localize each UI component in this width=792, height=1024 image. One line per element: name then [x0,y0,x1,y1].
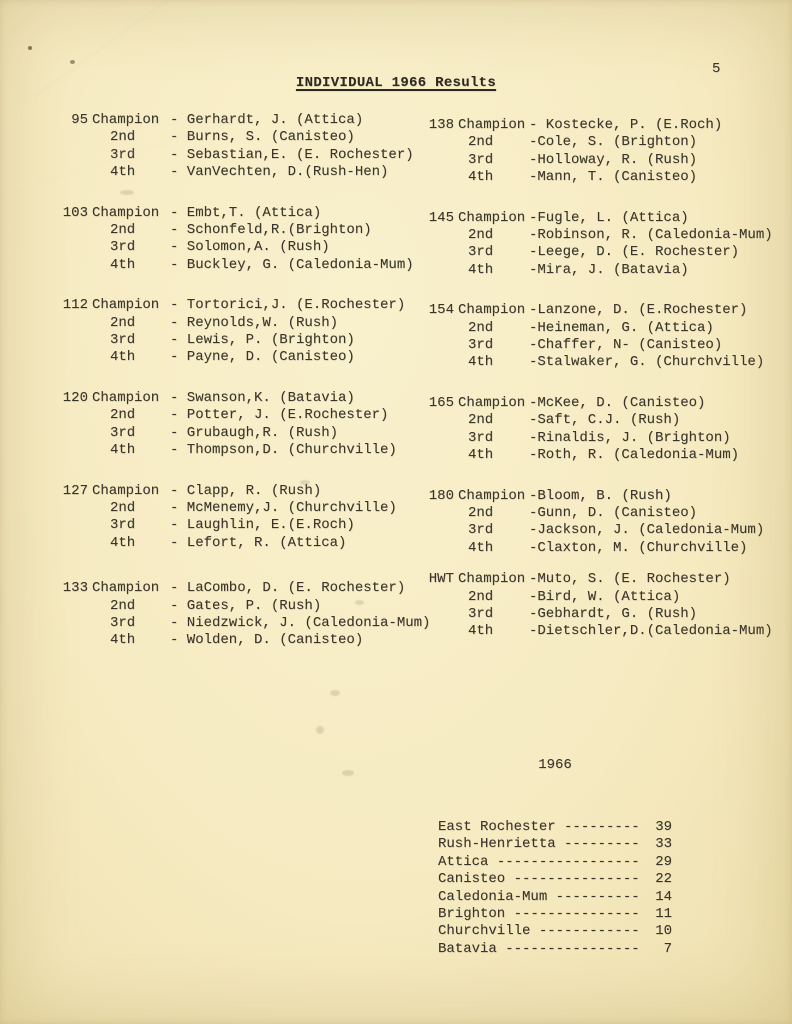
competitor-name: -Jackson, J. (Caledonia-Mum) [529,522,765,539]
competitor-name: - Payne, D. (Canisteo) [170,349,355,366]
weight-label: 133 [62,580,88,597]
place-label: Champion [458,394,526,411]
stain [342,770,354,776]
result-row [428,623,792,640]
weight-label [428,430,454,447]
team-name: Attica [438,853,489,870]
place-label: 4th [468,261,494,278]
result-row [428,337,792,354]
result-row [62,517,428,534]
stain [316,726,324,734]
dash-leader: --------------- [505,906,640,923]
weight-label [62,598,88,615]
team-name: Brighton [438,906,506,923]
result-row [428,262,792,279]
weight-label [428,606,454,623]
place-label: 4th [468,447,494,464]
result-row [62,332,428,349]
weight-label [428,412,454,429]
result-row [428,395,792,412]
place-label: Champion [92,389,160,406]
result-row [428,522,792,539]
standings-row [438,871,672,888]
place-label: 3rd [110,332,136,349]
competitor-name: - Burns, S. (Canisteo) [170,129,355,146]
competitor-name: - Sebastian,E. (E. Rochester) [170,146,414,163]
result-row [62,614,431,632]
dash-leader: ---------- [547,888,640,905]
competitor-name: - Potter, J. (E.Rochester) [170,407,389,424]
dash-leader: ---------------- [496,940,640,957]
result-row [428,210,792,227]
result-row [428,412,792,429]
result-row [62,580,428,597]
weight-label: 138 [428,117,454,133]
weight-label [428,623,454,640]
competitor-name: - Gerhardt, J. (Attica) [170,112,364,128]
competitor-name: - Lewis, P. (Brighton) [170,332,355,349]
place-label: 4th [110,349,136,366]
competitor-name: - Buckley, G. (Caledonia-Mum) [170,256,414,273]
result-row [62,483,428,500]
team-name: Batavia [438,940,497,957]
weight-label [62,332,88,349]
competitor-name: -Holloway, R. (Rush) [529,151,698,168]
standings-row [438,941,672,958]
dash-leader: ----------------- [488,853,640,870]
place-label: Champion [92,297,160,314]
place-label: 2nd [468,227,494,244]
weight-label [62,164,88,181]
competitor-name: - Niedzwick, J. (Caledonia-Mum) [170,614,431,631]
team-points: 10 [655,923,672,940]
place-label: 3rd [468,337,494,354]
place-label: 4th [110,534,136,551]
team-standings [438,722,672,993]
team-name: Canisteo [438,871,506,888]
result-row [62,164,428,181]
weight-label [428,262,454,279]
result-row [62,598,428,615]
place-label: Champion [92,204,160,221]
weight-class-block-138 [428,117,792,187]
competitor-name: -Bird, W. (Attica) [529,588,681,605]
page-title: INDIVIDUAL 1966 Results [295,75,497,91]
weight-label: 165 [428,394,454,411]
team-name: Caledonia-Mum [438,888,548,905]
weight-label [62,517,88,534]
team-points: 22 [655,871,672,888]
place-label: 3rd [110,239,136,256]
competitor-name: -Saft, C.J. (Rush) [529,412,681,429]
weight-label [62,147,88,164]
weight-label [62,349,88,366]
place-label: Champion [458,302,526,319]
place-label: 2nd [468,319,494,336]
place-label: 3rd [468,244,494,261]
individual-results [0,112,792,649]
weight-label: 145 [428,209,454,226]
weight-label: 154 [428,302,454,319]
weight-class-block-127 [62,483,428,553]
weight-label [62,257,88,274]
result-row [428,227,792,244]
page-number: 5 [712,61,721,77]
dash-leader: ------------ [530,923,640,940]
weight-label [62,315,88,332]
competitor-name: -Heineman, G. (Attica) [529,319,714,336]
result-row [428,152,792,169]
place-label: 3rd [110,424,136,441]
competitor-name: - Wolden, D. (Canisteo) [170,632,364,649]
place-label: 3rd [468,429,494,446]
ink-speck [28,46,32,50]
competitor-name: - Solomon,A. (Rush) [170,239,330,256]
competitor-name: - Embt,T. (Attica) [170,204,322,221]
weight-label [62,632,88,649]
place-label: 3rd [110,517,136,534]
dash-leader: --------- [555,819,640,836]
place-label: 3rd [110,614,136,631]
team-points: 7 [663,940,672,957]
stain [330,690,340,696]
competitor-name: -Mann, T. (Canisteo) [529,169,698,186]
competitor-name: -Gebhardt, G. (Rush) [529,605,698,622]
competitor-name: - Reynolds,W. (Rush) [170,314,339,331]
result-row [428,302,792,319]
place-label: 2nd [110,499,136,516]
result-row [428,244,792,261]
team-name: East Rochester [438,819,556,836]
result-row [428,447,792,464]
result-row [62,315,428,332]
competitor-name: -Fugle, L. (Attica) [529,209,689,226]
weight-label [428,505,454,522]
weight-label [428,522,454,539]
result-row [428,320,792,337]
weight-label: 120 [62,389,88,406]
result-row [428,589,792,606]
competitor-name: - McMenemy,J. (Churchville) [170,499,397,516]
competitor-name: -Dietschler,D.(Caledonia-Mum) [529,623,773,640]
weight-label [428,354,454,371]
weight-label [62,535,88,552]
place-label: 2nd [468,134,494,151]
competitor-name: -McKee, D. (Canisteo) [529,394,706,411]
competitor-name: - Thompson,D. (Churchville) [170,442,397,459]
results-column-left [62,112,431,673]
weight-label [62,222,88,239]
team-name: Churchville [438,923,531,940]
place-label: Champion [92,112,160,128]
result-row [62,112,428,129]
weight-label [428,152,454,169]
place-label: 4th [468,169,494,186]
weight-label [428,540,454,557]
result-row [62,390,428,407]
result-row [428,488,792,505]
result-row [62,222,428,239]
competitor-name: - Gates, P. (Rush) [170,597,322,614]
place-label: Champion [458,209,526,226]
competitor-name: -Roth, R. (Caledonia-Mum) [529,447,740,464]
weight-label [62,442,88,459]
competitor-name: -Rinaldis, J. (Brighton) [529,429,731,446]
standings-row [438,854,672,871]
weight-class-block-145 [428,210,792,280]
place-label: 2nd [110,597,136,614]
team-points: 33 [655,836,672,853]
team-name: Rush-Henrietta [438,836,556,853]
competitor-name: - Laughlin, E.(E.Roch) [170,517,355,534]
standings-rows [438,819,672,958]
weight-label: 95 [71,112,88,128]
competitor-name: - Grubaugh,R. (Rush) [170,424,339,441]
weight-class-block-112 [62,297,428,367]
result-row [62,632,428,649]
competitor-name: -Lanzone, D. (E.Rochester) [529,302,748,319]
result-row [428,117,792,134]
competitor-name: -Bloom, B. (Rush) [529,487,672,504]
weight-class-block-165 [428,395,792,465]
place-label: 4th [468,354,494,371]
competitor-name: -Gunn, D. (Canisteo) [529,504,698,521]
weight-label [62,615,88,632]
results-column-right [428,117,792,664]
result-row [62,257,428,274]
competitor-name: - VanVechten, D.(Rush-Hen) [170,164,389,181]
team-points: 14 [655,888,672,905]
place-label: Champion [458,117,526,133]
result-row [428,505,792,522]
standings-row [438,836,672,853]
weight-label: 112 [62,297,88,314]
standings-row [438,906,672,923]
place-label: 4th [110,632,136,649]
weight-class-block-133 [62,580,431,650]
result-row [62,425,428,442]
weight-label: HWT [428,571,454,588]
place-label: 2nd [110,314,136,331]
place-label: 4th [110,164,136,181]
weight-label [428,134,454,151]
competitor-name: - Tortorici,J. (E.Rochester) [170,297,406,314]
result-row [428,134,792,151]
weight-label [428,244,454,261]
weight-label: 103 [62,204,88,221]
place-label: 2nd [110,407,136,424]
result-row [428,606,792,623]
weight-class-block-103 [62,205,428,275]
result-row [62,407,428,424]
weight-label [62,129,88,146]
place-label: 3rd [468,151,494,168]
place-label: 4th [110,256,136,273]
place-label: 3rd [468,522,494,539]
place-label: 4th [468,623,494,640]
weight-label: 127 [62,482,88,499]
place-label: 2nd [468,412,494,429]
standings-title: 1966 [538,756,572,773]
place-label: Champion [458,487,526,504]
place-label: 3rd [110,146,136,163]
place-label: 4th [110,442,136,459]
team-points: 11 [655,906,672,923]
weight-class-block-180 [428,488,792,558]
competitor-name: - Clapp, R. (Rush) [170,482,322,499]
competitor-name: -Leege, D. (E. Rochester) [529,244,740,261]
weight-label [428,447,454,464]
weight-label [428,589,454,606]
ink-speck [70,60,75,64]
result-row [62,297,428,314]
weight-class-block-154 [428,302,792,372]
weight-class-block-95 [62,112,428,182]
dash-leader: --------- [555,836,640,853]
competitor-name: -Muto, S. (E. Rochester) [529,571,731,588]
team-points: 39 [655,819,672,836]
result-row [62,535,428,552]
result-row [62,239,428,256]
result-row [62,500,428,517]
weight-label [62,407,88,424]
place-label: 2nd [468,504,494,521]
weight-class-block-HWT [428,571,792,641]
standings-row [438,923,672,940]
result-row [62,129,428,146]
team-points: 29 [655,853,672,870]
weight-label [428,169,454,186]
weight-label [62,239,88,256]
place-label: 3rd [468,605,494,622]
place-label: Champion [92,580,160,597]
result-row [62,147,428,164]
weight-label [428,227,454,244]
competitor-name: -Robinson, R. (Caledonia-Mum) [529,227,773,244]
competitor-name: - Swanson,K. (Batavia) [170,389,355,406]
competitor-name: - Schonfeld,R.(Brighton) [170,222,372,239]
place-label: Champion [458,571,526,588]
result-row [428,354,792,371]
standings-row [438,819,672,836]
result-row [62,349,428,366]
result-row [62,205,428,222]
weight-label [428,320,454,337]
place-label: 4th [468,539,494,556]
result-row [62,442,428,459]
place-label: 2nd [110,129,136,146]
weight-class-block-120 [62,390,428,460]
weight-label [62,500,88,517]
result-row [428,540,792,557]
place-label: 2nd [110,222,136,239]
competitor-name: - Kostecke, P. (E.Roch) [529,117,723,133]
weight-label: 180 [428,487,454,504]
standings-row [438,889,672,906]
place-label: Champion [92,482,160,499]
weight-label [428,337,454,354]
competitor-name: -Stalwaker, G. (Churchville) [529,354,765,371]
weight-label [62,425,88,442]
competitor-name: -Cole, S. (Brighton) [529,134,698,151]
dash-leader: --------------- [505,871,640,888]
competitor-name: - Lefort, R. (Attica) [170,534,347,551]
result-row [428,430,792,447]
result-row [428,169,792,186]
result-row [428,571,792,588]
competitor-name: -Mira, J. (Batavia) [529,261,689,278]
competitor-name: -Claxton, M. (Churchville) [529,539,748,556]
competitor-name: -Chaffer, N- (Canisteo) [529,337,723,354]
competitor-name: - LaCombo, D. (E. Rochester) [170,580,406,597]
place-label: 2nd [468,588,494,605]
